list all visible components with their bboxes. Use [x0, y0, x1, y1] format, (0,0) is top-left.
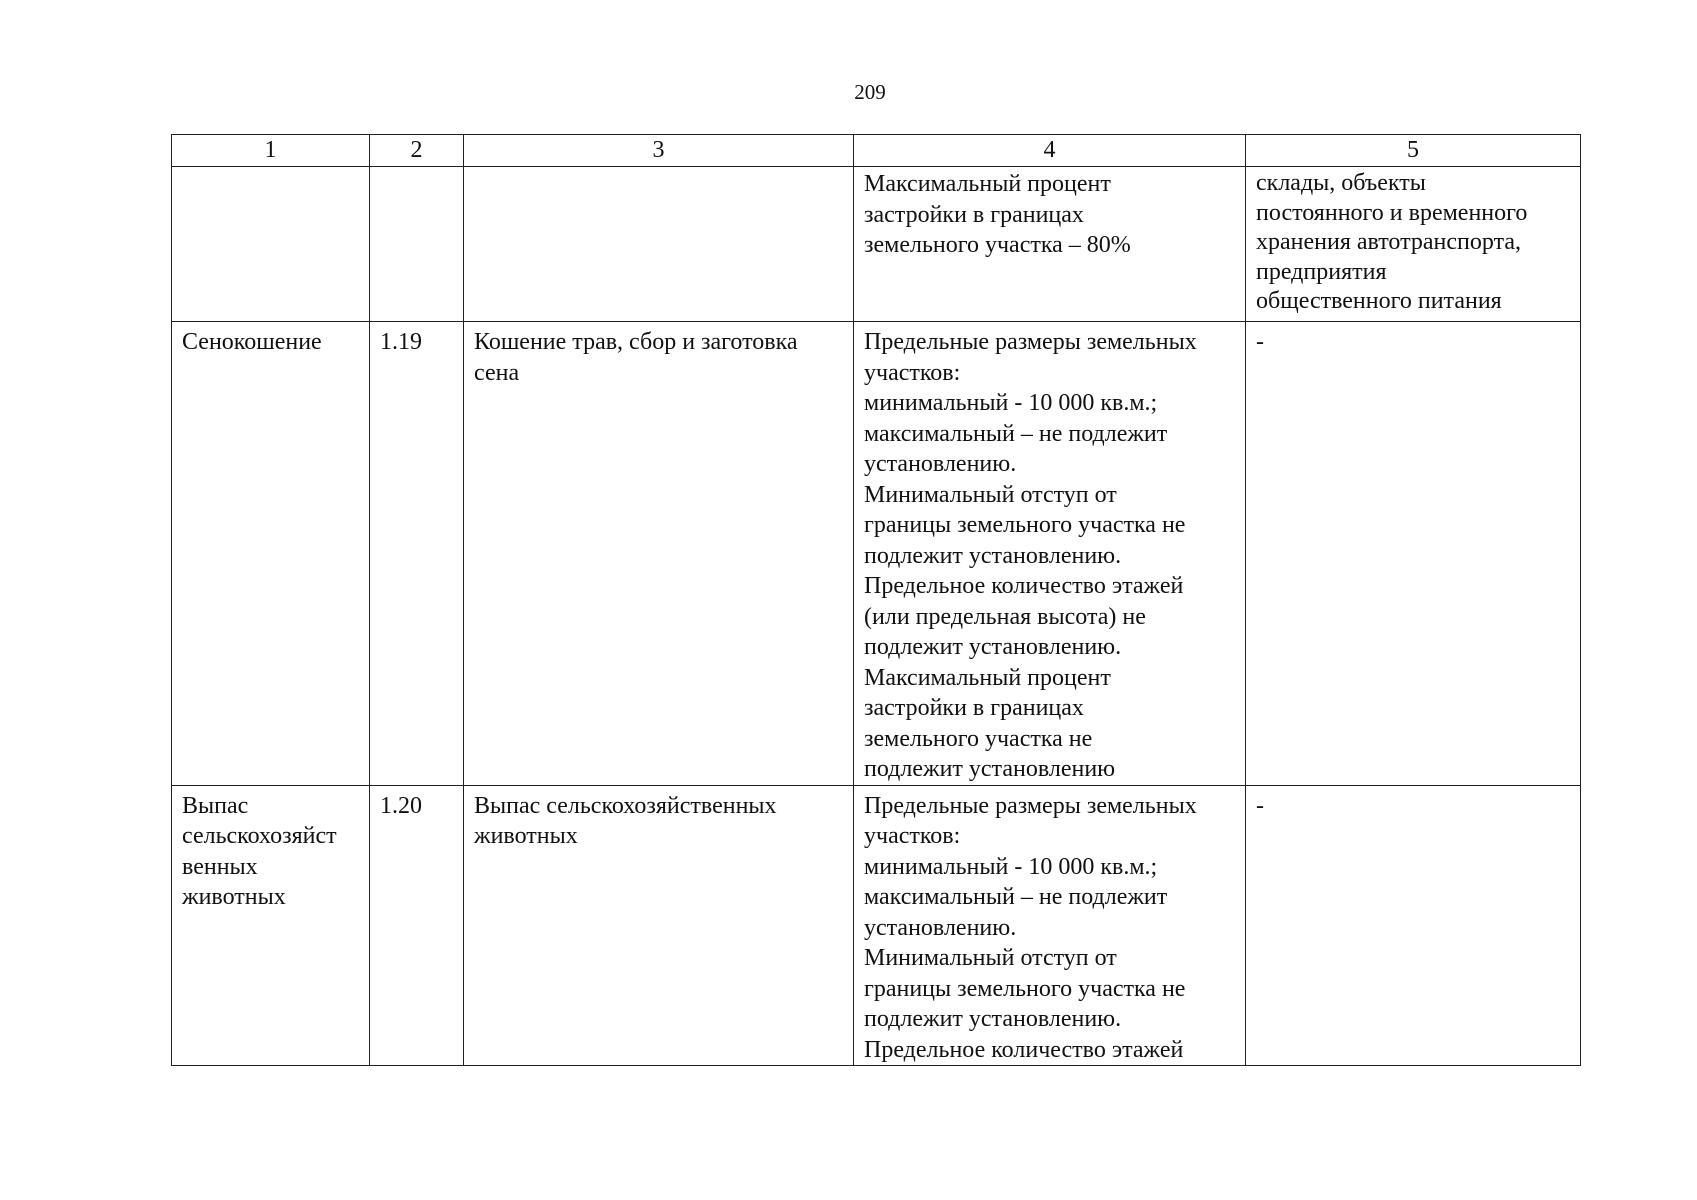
column-header-1: 1 [172, 135, 370, 167]
table-row [172, 785, 1581, 1066]
text-line: Максимальный процент [864, 171, 1111, 197]
cell-auxiliary-uses [1246, 785, 1581, 1066]
text-line: Предельные размеры земельных [864, 329, 1197, 355]
text-line: Предельные размеры земельных [864, 792, 1197, 819]
text-line: склады, объекты [1256, 170, 1426, 196]
text-line: Выпас [182, 792, 249, 819]
table-row [172, 167, 1581, 322]
text-line: земельного участка – 80% [864, 232, 1131, 258]
text-line: подлежит установлению. [864, 634, 1122, 660]
text-line: венных [182, 853, 258, 880]
text-line: установлению. [864, 451, 1017, 477]
cell-use-description [464, 167, 854, 322]
text-line: животных [474, 823, 578, 849]
text-line: предприятия [1256, 258, 1387, 285]
text-line: хранения автотранспорта, [1256, 229, 1522, 255]
text-line: сена [474, 359, 520, 386]
text-line: постоянного и временного [1256, 199, 1528, 226]
text-line: минимальный - 10 000 кв.м.; [864, 853, 1158, 880]
cell-auxiliary-uses [1246, 167, 1581, 322]
text-line: подлежит установлению. [864, 1006, 1122, 1032]
table-row [172, 322, 1581, 786]
text-line: подлежит установлению. [864, 542, 1122, 569]
text-line: границы земельного участка не [864, 512, 1186, 538]
cell-use-description [464, 785, 854, 1066]
text-line: - [1256, 329, 1264, 355]
cell-use-code: 1.20 [370, 785, 464, 1066]
cell-use-description [464, 322, 854, 786]
zoning-table [171, 134, 1581, 1066]
text-line: максимальный – не подлежит [864, 420, 1168, 447]
text-line: участков: [864, 359, 961, 386]
page-number: 209 [854, 80, 886, 104]
text-line: Предельное количество этажей [864, 1036, 1184, 1063]
cell-parameters [854, 167, 1246, 322]
text-line: общественного питания [1256, 288, 1502, 314]
text-line: сельскохозяйст [182, 823, 337, 849]
text-line: Предельное количество этажей [864, 573, 1184, 599]
column-header-2: 2 [370, 135, 464, 167]
text-line: - [1256, 792, 1264, 819]
text-line: Минимальный отступ от [864, 481, 1117, 508]
text-line: (или предельная высота) не [864, 603, 1146, 630]
column-header-3: 3 [464, 135, 854, 167]
cell-use-name [172, 167, 370, 322]
cell-use-name [172, 785, 370, 1066]
text-line: границы земельного участка не [864, 975, 1186, 1002]
text-line: застройки в границах [864, 695, 1084, 721]
text-line: Минимальный отступ от [864, 945, 1117, 971]
text-line: животных [182, 884, 286, 910]
cell-use-name [172, 322, 370, 786]
text-line: участков: [864, 823, 961, 849]
text-line: Максимальный процент [864, 664, 1111, 691]
text-line: Выпас сельскохозяйственных [474, 792, 777, 819]
text-line: земельного участка не [864, 725, 1093, 752]
column-header-5: 5 [1246, 135, 1581, 167]
table-header-row [172, 135, 1581, 167]
text-line: Кошение трав, сбор и заготовка [474, 329, 798, 355]
cell-use-code: 1.19 [370, 322, 464, 786]
text-line: установлению. [864, 914, 1017, 941]
cell-auxiliary-uses [1246, 322, 1581, 786]
cell-parameters [854, 322, 1246, 786]
text-line: подлежит установлению [864, 756, 1116, 782]
cell-use-code [370, 167, 464, 322]
cell-parameters [854, 785, 1246, 1066]
text-line: минимальный - 10 000 кв.м.; [864, 390, 1158, 416]
column-header-4: 4 [854, 135, 1246, 167]
text-line: Сенокошение [182, 329, 322, 355]
text-line: застройки в границах [864, 201, 1084, 228]
text-line: максимальный – не подлежит [864, 884, 1168, 910]
